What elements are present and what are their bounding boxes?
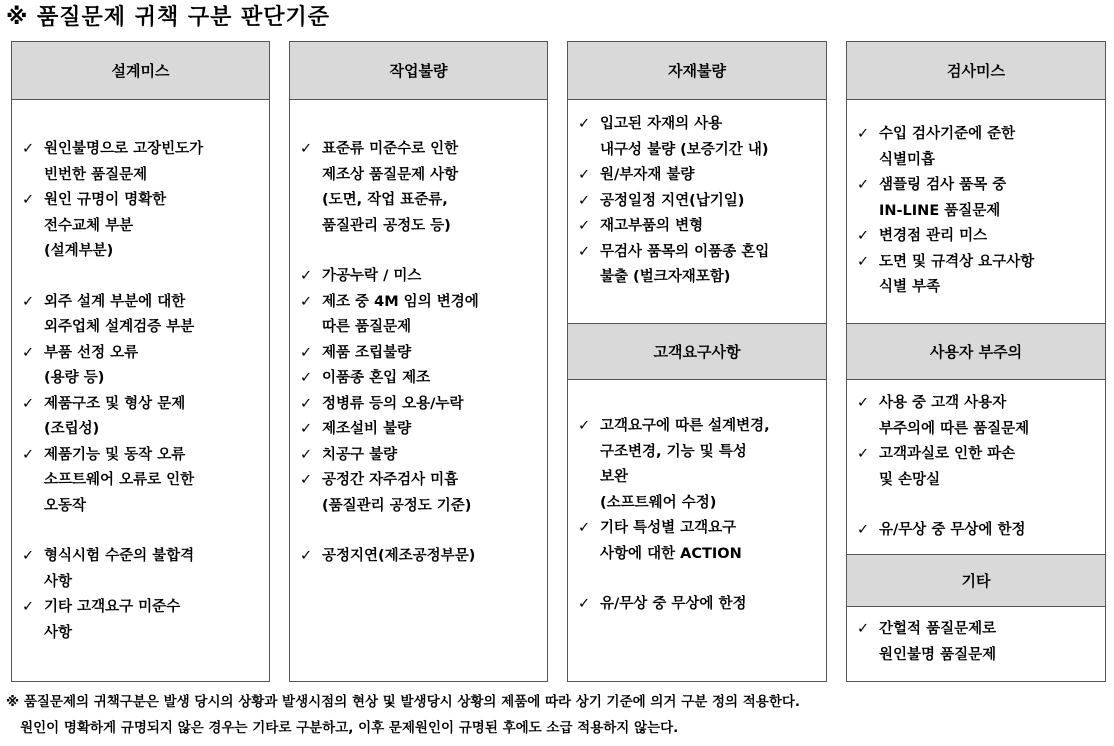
work-defect-header: 작업불량 xyxy=(290,42,547,100)
inspection-miss-header: 검사미스 xyxy=(847,42,1105,100)
check-icon: ✓ xyxy=(857,228,870,244)
check-icon: ✓ xyxy=(857,253,870,270)
checklist-item xyxy=(22,137,267,188)
checklist-item xyxy=(857,122,1102,173)
check-icon: ✓ xyxy=(857,522,870,538)
check-icon: ✓ xyxy=(22,192,35,208)
checklist-item-text: 공정지연(제조공정부문) xyxy=(322,548,476,564)
checklist-item xyxy=(857,518,1102,544)
checklist-item xyxy=(857,442,1102,493)
inspection-miss-box xyxy=(846,41,1106,324)
checklist-item-text: 무검사 품목의 이품종 혼입 불출 (벌크자재포함) xyxy=(600,243,770,285)
checklist-item-text: 제조 중 4M 임의 변경에 따른 품질문제 xyxy=(322,293,479,335)
checklist-item xyxy=(300,341,545,367)
checklist-item-text: 변경점 관리 미스 xyxy=(879,228,988,244)
checklist-item-text: 형식시험 수준의 불합격 사항 xyxy=(44,548,195,590)
checklist-item xyxy=(300,290,545,341)
footnote-line-1: ※ 품질문제의 귀책구분은 발생 당시의 상황과 발생시점의 현상 및 발생당시 상황의 제품에 따라 상기 기준에 의거 구분 정의 적용한다. xyxy=(6,694,801,710)
checklist-item xyxy=(300,366,545,392)
checklist-item-text: 입고된 자재의 사용 내구성 불량 (보증기간 내) xyxy=(600,116,769,158)
checklist-item xyxy=(300,264,545,290)
checklist-item-text: 공정간 자주검사 미흡 (품질관리 공정도 기준) xyxy=(322,472,472,514)
checklist-item xyxy=(300,468,545,519)
checklist-item xyxy=(578,516,823,567)
check-icon: ✓ xyxy=(857,621,870,637)
checklist-item-text: 정병류 등의 오용/누락 xyxy=(322,395,464,412)
material-defect-list xyxy=(578,112,823,291)
check-icon: ✓ xyxy=(22,446,35,463)
checklist-item xyxy=(578,414,823,516)
check-icon: ✓ xyxy=(578,218,591,234)
checklist-item xyxy=(300,443,545,469)
other-list xyxy=(857,617,1102,668)
checklist-item-text: 제조설비 불량 xyxy=(322,421,412,437)
check-icon: ✓ xyxy=(300,548,313,564)
checklist-item xyxy=(300,392,545,418)
checklist-item xyxy=(578,189,823,215)
other-box xyxy=(846,554,1106,682)
checklist-item xyxy=(857,617,1102,668)
check-icon: ✓ xyxy=(300,395,313,412)
check-icon: ✓ xyxy=(300,472,313,488)
other-header: 기타 xyxy=(847,555,1105,607)
design-miss-header: 설계미스 xyxy=(12,42,269,100)
group-spacer xyxy=(300,239,545,264)
check-icon: ✓ xyxy=(578,167,591,183)
checklist-item-text: 샘플링 검사 품목 중 IN-LINE 품질문제 xyxy=(879,177,1007,219)
check-icon: ✓ xyxy=(578,116,591,132)
checklist-item-text: 기타 특성별 고객요구 사항에 대한 ACTION xyxy=(600,520,742,562)
checklist-item xyxy=(22,341,267,392)
checklist-item xyxy=(22,595,267,646)
checklist-item xyxy=(22,188,267,265)
checklist-item xyxy=(300,544,545,570)
checklist-item-text: 이품종 혼입 제조 xyxy=(322,370,431,386)
checklist-item xyxy=(857,391,1102,442)
checklist-item xyxy=(300,417,545,443)
check-icon: ✓ xyxy=(22,395,35,412)
checklist-item xyxy=(578,592,823,618)
customer-requirement-list xyxy=(578,414,823,618)
checklist-item-text: 제품구조 및 형상 문제 (조립성) xyxy=(44,395,186,437)
checklist-item xyxy=(22,544,267,595)
group-spacer xyxy=(857,493,1102,518)
check-icon: ✓ xyxy=(22,141,35,157)
page-title: ※ 품질문제 귀책 구분 판단기준 xyxy=(6,5,331,30)
check-icon: ✓ xyxy=(300,370,313,386)
footnote-line-2: 원인이 명확하게 규명되지 않은 경우는 기타로 구분하고, 이후 문제원인이 규명된 후에도 소급 적용하지 않는다. xyxy=(6,720,679,736)
check-icon: ✓ xyxy=(857,177,870,193)
check-icon: ✓ xyxy=(857,395,870,411)
group-spacer xyxy=(578,567,823,592)
checklist-item-text: 수입 검사기준에 준한 식별미흡 xyxy=(879,126,1016,168)
check-icon: ✓ xyxy=(578,192,591,209)
design-miss-column xyxy=(11,41,270,682)
checklist-item-text: 재고부품의 변형 xyxy=(600,218,704,234)
material-defect-header: 자재불량 xyxy=(568,42,826,100)
checklist-item-text: 고객과실로 인한 파손 및 손망실 xyxy=(879,446,1016,488)
checklist-item-text: 도면 및 규격상 요구사항 식별 부족 xyxy=(879,253,1035,295)
work-defect-list xyxy=(300,137,545,570)
check-icon: ✓ xyxy=(578,520,591,536)
check-icon: ✓ xyxy=(22,548,35,564)
checklist-item xyxy=(22,392,267,443)
checklist-item-text: 부품 선정 오류 (용량 등) xyxy=(44,344,139,386)
check-icon: ✓ xyxy=(857,446,870,462)
checklist-item-text: 제품 조립불량 xyxy=(322,344,412,361)
design-miss-list xyxy=(22,137,267,646)
checklist-item-text: 사용 중 고객 사용자 부주의에 따른 품질문제 xyxy=(879,395,1030,437)
checklist-item xyxy=(857,173,1102,224)
check-icon: ✓ xyxy=(300,293,313,310)
check-icon: ✓ xyxy=(22,293,35,310)
user-carelessness-box xyxy=(846,323,1106,555)
group-spacer xyxy=(22,519,267,544)
check-icon: ✓ xyxy=(22,344,35,361)
material-defect-box xyxy=(567,41,827,324)
checklist-item-text: 원인 규명이 명확한 전수교체 부분 (설계부분) xyxy=(44,192,167,259)
checklist-item-text: 가공누락 / 미스 xyxy=(322,268,422,284)
inspection-miss-list xyxy=(857,122,1102,301)
checklist-item-text: 간헐적 품질문제로 원인불명 품질문제 xyxy=(879,621,997,663)
check-icon: ✓ xyxy=(857,126,870,142)
group-spacer xyxy=(300,519,545,544)
group-spacer xyxy=(22,265,267,290)
checklist-item xyxy=(578,240,823,291)
work-defect-column xyxy=(289,41,548,682)
check-icon: ✓ xyxy=(300,421,313,437)
check-icon: ✓ xyxy=(300,446,313,463)
checklist-item-text: 표준류 미준수로 인한 제조상 품질문제 사항 (도면, 작업 표준류, 품질관리 공정도 등) xyxy=(322,141,459,234)
customer-requirement-box xyxy=(567,323,827,682)
user-carelessness-header: 사용자 부주의 xyxy=(847,324,1105,380)
checklist-item-text: 원/부자재 불량 xyxy=(600,167,695,183)
checklist-item-text: 유/무상 중 무상에 한정 xyxy=(600,596,747,612)
checklist-item xyxy=(300,137,545,239)
check-icon: ✓ xyxy=(578,596,591,612)
checklist-item xyxy=(578,163,823,189)
customer-requirement-header: 고객요구사항 xyxy=(568,324,826,380)
user-carelessness-list xyxy=(857,391,1102,544)
checklist-item xyxy=(857,224,1102,250)
check-icon: ✓ xyxy=(578,418,591,434)
checklist-item-text: 치공구 불량 xyxy=(322,446,398,463)
checklist-item-text: 공정일정 지연(납기일) xyxy=(600,192,745,209)
checklist-item-text: 원인불명으로 고장빈도가 빈번한 품질문제 xyxy=(44,141,204,183)
checklist-item-text: 외주 설계 부분에 대한 외주업체 설계검증 부분 xyxy=(44,293,195,335)
checklist-item xyxy=(857,250,1102,301)
checklist-item-text: 기타 고객요구 미준수 사항 xyxy=(44,599,181,641)
checklist-item-text: 유/무상 중 무상에 한정 xyxy=(879,522,1026,538)
checklist-item xyxy=(22,443,267,520)
check-icon: ✓ xyxy=(300,141,313,157)
check-icon: ✓ xyxy=(300,344,313,361)
checklist-item-text: 고객요구에 따른 설계변경, 구조변경, 기능 및 특성 보완 (소프트웨어 수정) xyxy=(600,418,770,511)
checklist-item-text: 제품기능 및 동작 오류 소프트웨어 오류로 인한 오동작 xyxy=(44,446,195,514)
checklist-item xyxy=(578,214,823,240)
checklist-item xyxy=(22,290,267,341)
check-icon: ✓ xyxy=(22,599,35,615)
check-icon: ✓ xyxy=(300,268,313,284)
check-icon: ✓ xyxy=(578,243,591,260)
checklist-item xyxy=(578,112,823,163)
